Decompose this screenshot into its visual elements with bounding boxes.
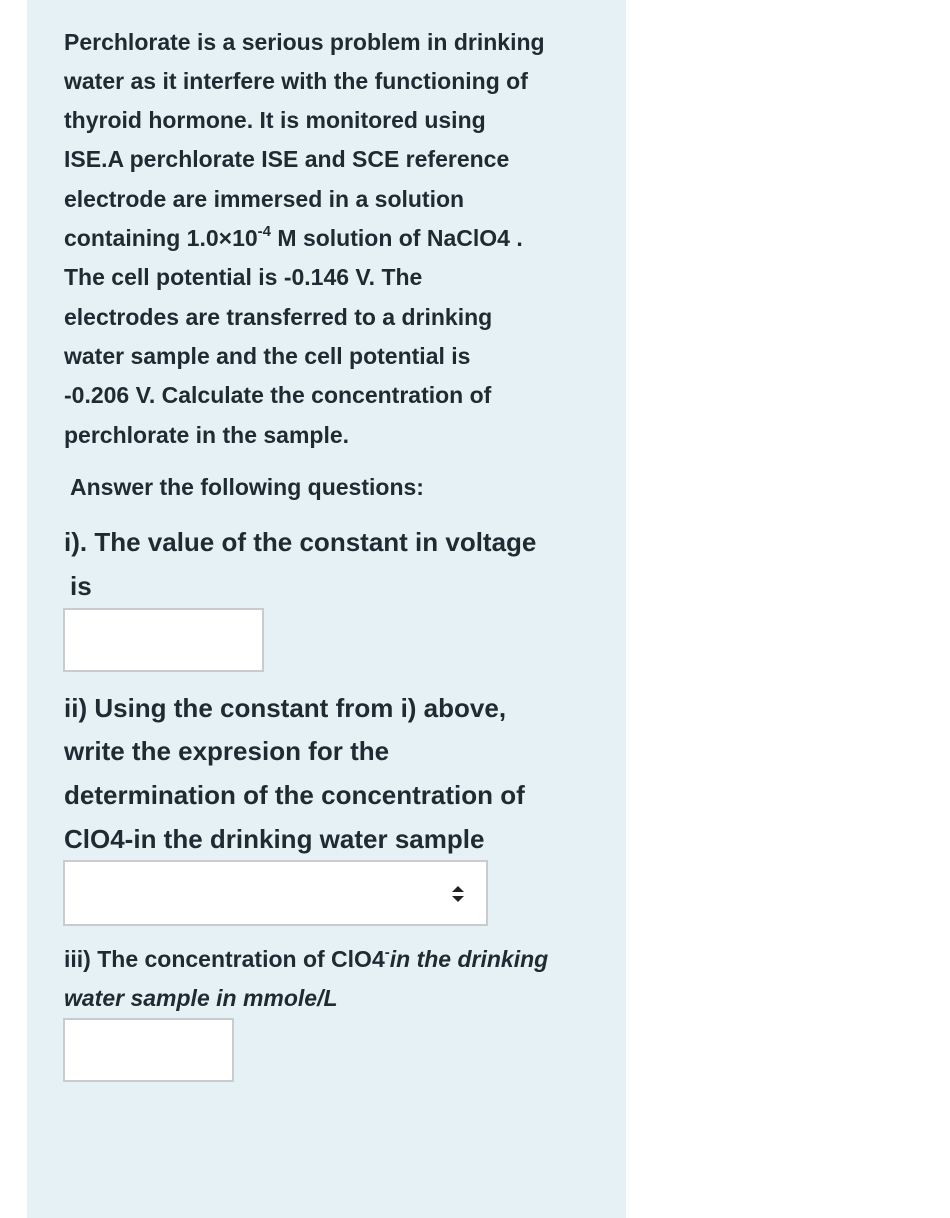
problem-line-11: perchlorate in the sample.	[64, 422, 350, 448]
problem-line-6-before: containing 1.0×10	[64, 225, 258, 251]
question2-select[interactable]	[63, 860, 488, 926]
question2-line-1: ii) Using the constant from i) above,	[64, 693, 507, 723]
problem-line-4: ISE.A perchlorate ISE and SCE reference	[64, 146, 510, 172]
question1-line-1: i). The value of the constant in voltage	[64, 527, 537, 557]
question3-superscript: -	[384, 944, 390, 961]
exponent: -4	[257, 223, 271, 240]
problem-line-8: electrodes are transferred to a drinking	[64, 304, 493, 330]
problem-line-3: thyroid hormone. It is monitored using	[64, 107, 486, 133]
problem-line-6	[64, 224, 523, 252]
problem-line-10: -0.206 V. Calculate the concentration of	[64, 382, 492, 408]
question3-part1: iii) The concentration of ClO4	[64, 946, 385, 972]
question1-line-2: is	[70, 571, 92, 601]
question3-line-1	[64, 945, 548, 973]
problem-line-2: water as it interfere with the functioning of	[64, 68, 528, 94]
problem-line-7: The cell potential is -0.146 V. The	[64, 264, 423, 290]
problem-line-9: water sample and the cell potential is	[64, 343, 471, 369]
question2-line-4: ClO4-in the drinking water sample	[64, 824, 485, 854]
question2-line-3: determination of the concentration of	[64, 780, 525, 810]
question3-part2: in the drinking	[389, 946, 549, 972]
question2-line-2: write the expresion for the	[64, 736, 390, 766]
instructions: Answer the following questions:	[70, 474, 424, 500]
problem-line-6-after: M solution of NaClO4 .	[271, 225, 523, 251]
problem-line-5: electrode are immersed in a solution	[64, 186, 465, 212]
problem-line-1: Perchlorate is a serious problem in drinking	[64, 29, 545, 55]
up-down-arrows-icon	[451, 884, 465, 904]
question3-answer-input[interactable]	[63, 1018, 234, 1082]
question3-line-2: water sample in mmole/L	[64, 985, 338, 1011]
question1-answer-input[interactable]	[63, 608, 264, 672]
